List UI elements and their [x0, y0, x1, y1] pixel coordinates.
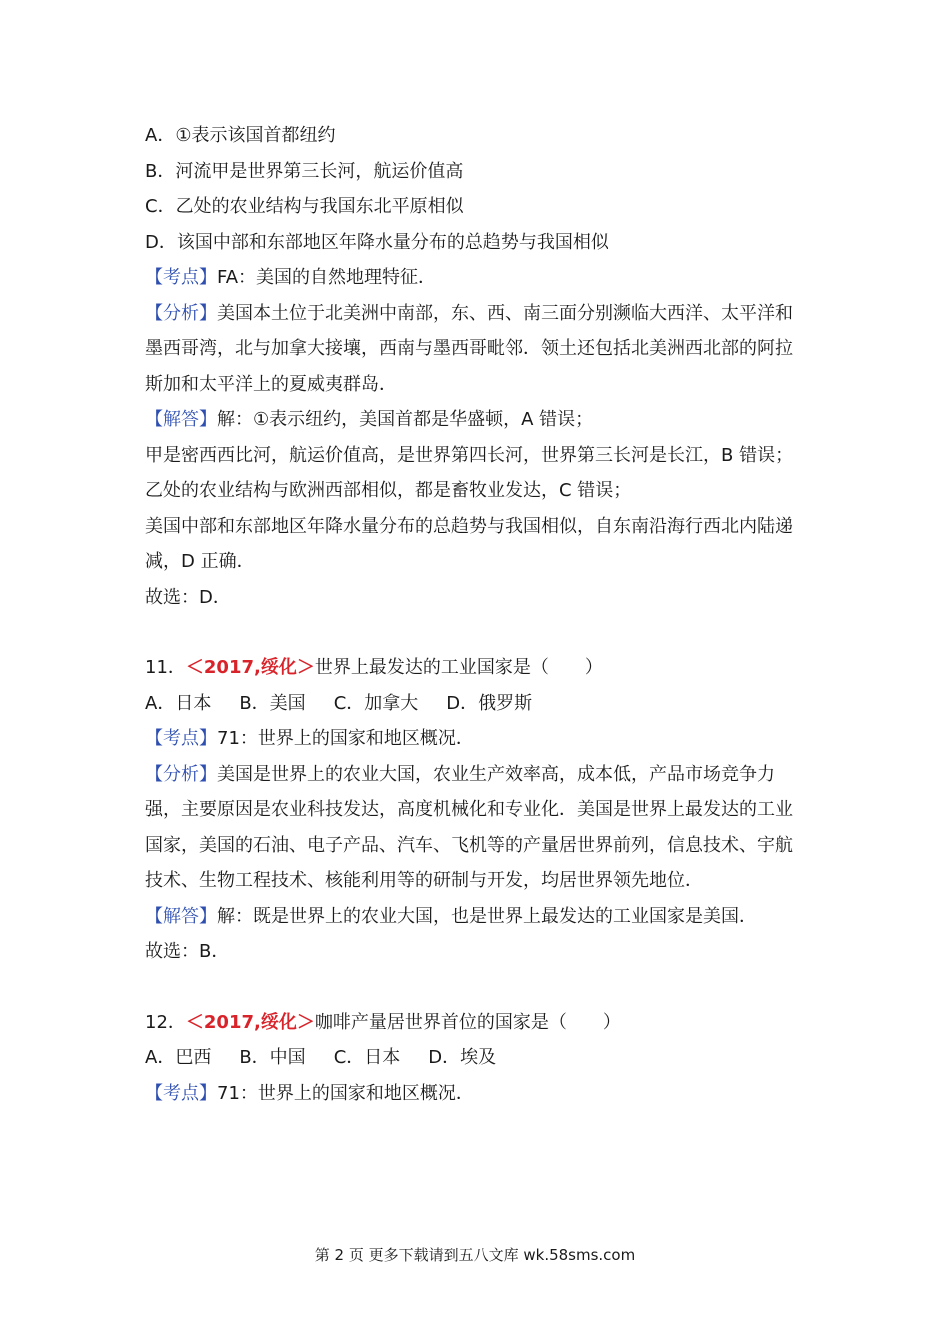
jieda-line: 甲是密西西比河，航运价值高，是世界第四长河，世界第三长河是长江，B 错误； [145, 444, 794, 466]
options-row [145, 686, 810, 722]
options-row [145, 1040, 810, 1076]
kaodian-text: 71：世界上的国家和地区概况． [217, 728, 474, 749]
option-c: C．加拿大 [333, 692, 419, 714]
option-b: B．中国 [239, 1047, 306, 1068]
jieda [145, 402, 810, 438]
kaodian [145, 721, 810, 757]
fenxi [145, 296, 810, 403]
jieda-line: 美国中部和东部地区年降水量分布的总趋势与我国相似，自东南沿海行西北内陆递减，D 正确． [145, 515, 793, 572]
fenxi-tag: 【分析】 [145, 302, 217, 324]
kaodian-tag: 【考点】 [145, 1082, 217, 1104]
option-a: A．巴西 [145, 1047, 212, 1068]
fenxi-text: 美国本土位于北美洲中南部，东、西、南三面分别濒临大西洋、太平洋和墨西哥湾，北与加拿大接壤，西南与墨西哥毗邻．领土还包括北美洲西北部的阿拉斯加和太平洋上的夏威夷群岛． [145, 302, 793, 395]
kaodian-tag: 【考点】 [145, 728, 217, 749]
option-c: C．日本 [333, 1047, 401, 1068]
option-d: D．该国中部和东部地区年降水量分布的总趋势与我国相似 [145, 231, 609, 253]
jieda-tag: 【解答】 [145, 905, 217, 927]
option-a: A．①表示该国首都纽约 [145, 125, 336, 146]
kaodian [145, 260, 810, 296]
question-source: ＜2017,绥化＞ [185, 657, 315, 678]
jieda-line: 乙处的农业结构与欧洲西部相似，都是畜牧业发达，C 错误； [145, 480, 632, 501]
fenxi-text: 美国是世界上的农业大国，农业生产效率高，成本低，产品市场竞争力强，主要原因是农业科技发达，高度机械化和专业化．美国是世界上最发达的工业国家，美国的石油、电子产品、汽车、飞机等的产量居世界前列，信息技术、宇航技术、生物工程技术、核能利用等的研制与开发，均居世界领先地位． [145, 763, 793, 891]
kaodian-text: 71：世界上的国家和地区概况． [217, 1082, 474, 1104]
option-b: B．美国 [239, 692, 306, 714]
spacer [145, 615, 810, 650]
jieda [145, 899, 810, 935]
question-stem [145, 1005, 810, 1041]
jieda-text: 解：既是世界上的农业大国，也是世界上最发达的工业国家是美国． [217, 905, 757, 927]
question-12 [145, 1005, 810, 1112]
question-source: ＜2017,绥化＞ [185, 1011, 315, 1033]
option-d: D．埃及 [428, 1047, 497, 1068]
kaodian-text: FA：美国的自然地理特征． [217, 267, 437, 288]
question-text: 世界上最发达的工业国家是（ ） [314, 657, 603, 678]
question-10 [145, 118, 810, 615]
kaodian-tag: 【考点】 [145, 267, 217, 288]
page-footer: 第 2 页 更多下载请到五八文库 wk.58sms.com [314, 1246, 636, 1264]
question-stem [145, 650, 810, 686]
question-11 [145, 650, 810, 970]
question-number: 12． [145, 1011, 186, 1033]
jieda-text: 解：①表示纽约，美国首都是华盛顿，A 错误； [217, 409, 594, 430]
option-b: B．河流甲是世界第三长河，航运价值高 [145, 160, 464, 182]
question-number: 11． [145, 657, 186, 678]
option-c: C．乙处的农业结构与我国东北平原相似 [145, 196, 464, 217]
fenxi [145, 757, 810, 899]
question-text: 咖啡产量居世界首位的国家是（ ） [314, 1011, 621, 1033]
page-content [145, 118, 810, 1111]
option-d: D．俄罗斯 [446, 692, 533, 714]
answer: 故选：B． [145, 941, 230, 962]
fenxi-tag: 【分析】 [145, 763, 217, 785]
kaodian [145, 1076, 810, 1112]
jieda-tag: 【解答】 [145, 409, 217, 430]
answer: 故选：D． [145, 586, 231, 608]
option-a: A．日本 [145, 692, 212, 714]
spacer [145, 970, 810, 1005]
